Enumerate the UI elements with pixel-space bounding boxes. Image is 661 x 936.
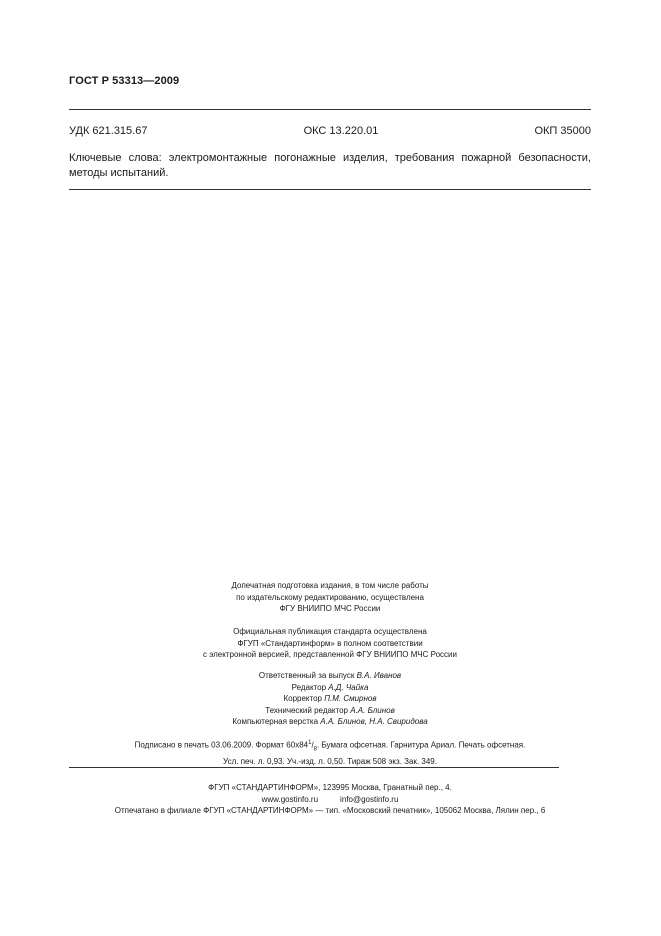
prep-line: ФГУ ВНИИПО МЧС России — [279, 604, 381, 613]
keywords-text: Ключевые слова: электромонтажные погонажные изделия, требования пожарной безопасности, методы испытаний. — [69, 152, 591, 179]
udk-code: УДК 621.315.67 — [69, 125, 148, 137]
print-details-line: Подписано в печать 03.06.2009. Формат $60х84^1/_8$. Бумага офсетная. Гарнитура Ариал. Печать офсетная. — [134, 740, 526, 753]
publisher-address: ФГУП «СТАНДАРТИНФОРМ», 123995 Москва, Гранатный пер., 4. — [208, 783, 452, 792]
publisher-contacts — [69, 794, 591, 806]
okp-code: ОКП 35000 — [534, 125, 591, 137]
staff-line: Технический редактор А.А. Блинов — [265, 705, 395, 715]
keywords-divider — [69, 189, 591, 190]
official-line: ФГУП «Стандартинформ» в полном соответствии — [237, 638, 423, 648]
email-link: info@gostinfo.ru — [340, 794, 399, 804]
printing-house: Отпечатано в филиале ФГУП «СТАНДАРТИНФОРМ» — тип. «Московский печатник», 105062 Москва, Лялин пер., 6 — [114, 806, 546, 815]
imprint-divider — [69, 767, 559, 768]
official-publication-block — [69, 626, 591, 661]
oks-code: ОКС 13.220.01 — [303, 125, 379, 137]
prep-block — [69, 580, 591, 615]
prep-line: Допечатная подготовка издания, в том числе работы — [231, 581, 429, 590]
classification-row — [69, 125, 591, 137]
standard-number: ГОСТ Р 53313—2009 — [69, 75, 180, 87]
staff-line: Ответственный за выпуск В.А. Иванов — [258, 671, 402, 680]
print-details-block — [69, 738, 591, 767]
publisher-block — [69, 782, 591, 817]
top-divider — [69, 109, 591, 110]
official-line: с электронной версией, представленной ФГУ ВНИИПО МЧС России — [203, 650, 457, 659]
staff-line: Корректор П.М. Смирнов — [283, 694, 377, 703]
print-details-line: Усл. печ. л. 0,93. Уч.-изд. л. 0,50. Тираж 508 экз. Зак. 349. — [223, 756, 437, 766]
prep-line: по издательскому редактированию, осуществлена — [236, 592, 424, 602]
official-line: Официальная публикация стандарта осуществлена — [233, 627, 427, 636]
website-link: www.gostinfo.ru — [261, 794, 319, 804]
staff-block — [69, 670, 591, 728]
staff-line: Компьютерная верстка А.А. Блинов, Н.А. Свиридова — [232, 717, 428, 726]
staff-line: Редактор А.Д. Чайка — [291, 682, 369, 692]
